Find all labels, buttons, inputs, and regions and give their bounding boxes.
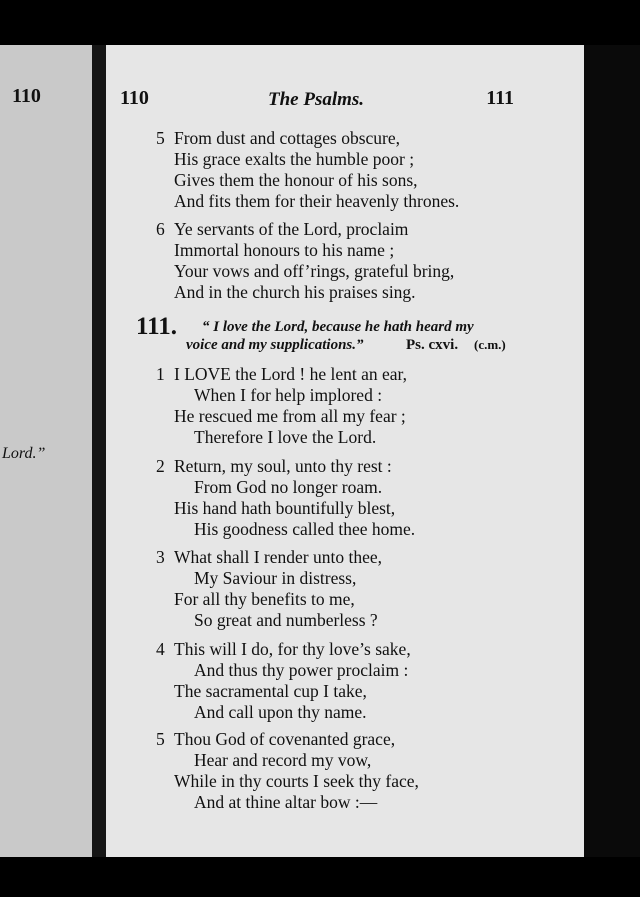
- psalm-meter: (c.m.): [474, 337, 506, 352]
- stanza-line: So great and numberless ?: [194, 610, 378, 630]
- stanza-line: Return, my soul, unto thy rest :: [174, 456, 392, 476]
- stanza-line: This will I do, for thy love’s sake,: [174, 639, 411, 659]
- stanza-line: His goodness called thee home.: [194, 519, 416, 539]
- stanza-line: And thus thy power proclaim :: [194, 660, 409, 680]
- stanza-line: I LOVE the Lord ! he lent an ear,: [174, 364, 408, 384]
- right-margin-dark: [584, 45, 640, 857]
- left-page-number: 110: [12, 85, 41, 107]
- stanza-number: 4: [156, 639, 165, 659]
- psalm-heading: voice and my supplications.”: [186, 337, 364, 353]
- verse-number: 6: [156, 219, 165, 239]
- page-number: 110: [120, 87, 149, 109]
- stanza-number: 5: [156, 729, 165, 749]
- verse-number: 5: [156, 128, 165, 148]
- stanza-line: The sacramental cup I take,: [174, 681, 367, 701]
- stanza-line: He rescued me from all my fear ;: [174, 406, 406, 426]
- stanza-line: Hear and record my vow,: [194, 750, 372, 770]
- verse-line: Gives them the honour of his sons,: [174, 170, 418, 190]
- stanza-number: 1: [156, 364, 165, 384]
- verse-line: His grace exalts the humble poor ;: [174, 149, 415, 169]
- verse-line: From dust and cottages obscure,: [174, 128, 400, 148]
- stanza-number: 3: [156, 547, 165, 567]
- stanza-line: His hand hath bountifully blest,: [174, 498, 396, 518]
- left-page-fragment: Lord.”: [2, 445, 46, 462]
- psalm-heading: “ I love the Lord, because he hath heard my: [202, 319, 474, 335]
- bleed-page-number: 111: [486, 87, 514, 109]
- stanza-number: 2: [156, 456, 165, 476]
- stanza-line: While in thy courts I seek thy face,: [174, 771, 419, 791]
- stanza-line: And at thine altar bow :—: [194, 792, 378, 812]
- right-page: [106, 45, 584, 857]
- stanza-line: From God no longer roam.: [194, 477, 383, 497]
- stanza-line: Thou God of covenanted grace,: [174, 729, 396, 749]
- stanza-line: When I for help implored :: [194, 385, 383, 405]
- left-page-edge: [0, 45, 95, 857]
- stanza-line: My Saviour in distress,: [194, 568, 357, 588]
- verse-line: Immortal honours to his name ;: [174, 240, 395, 260]
- psalm-reference: Ps. cxvi.: [406, 337, 459, 353]
- stanza-line: For all thy benefits to me,: [174, 589, 355, 609]
- verse-line: And fits them for their heavenly thrones.: [174, 191, 460, 211]
- verse-line: And in the church his praises sing.: [174, 282, 416, 302]
- running-title: The Psalms.: [268, 89, 365, 110]
- stanza-line: And call upon thy name.: [194, 702, 367, 722]
- stanza-line: Therefore I love the Lord.: [194, 427, 377, 447]
- stanza-line: What shall I render unto thee,: [174, 547, 382, 567]
- psalm-number: 111.: [136, 313, 177, 340]
- verse-line: Ye servants of the Lord, proclaim: [174, 219, 409, 239]
- verse-line: Your vows and off’rings, grateful bring,: [174, 261, 455, 281]
